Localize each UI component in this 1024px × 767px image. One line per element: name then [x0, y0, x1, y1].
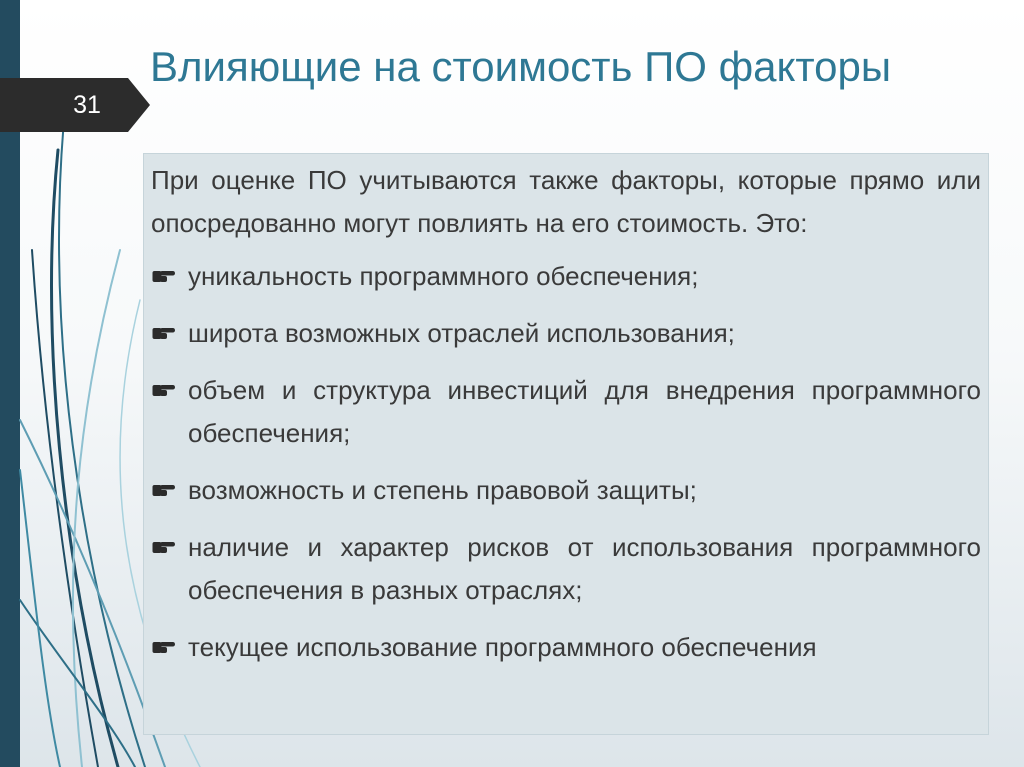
pointing-hand-icon	[151, 312, 177, 355]
slide-title: Влияющие на стоимость ПО факторы	[150, 43, 892, 90]
list-item-text: текущее использование программного обеспечения	[188, 632, 817, 662]
pointing-hand-icon	[151, 255, 177, 298]
list-item-text: широта возможных отраслей использования;	[188, 318, 735, 348]
factor-list	[151, 255, 981, 669]
list-item	[151, 626, 981, 669]
list-item	[151, 255, 981, 298]
list-item-text: возможность и степень правовой защиты;	[188, 475, 697, 505]
list-item	[151, 526, 981, 612]
list-item-text: уникальность программного обеспечения;	[188, 261, 699, 291]
pointing-hand-icon	[151, 369, 177, 412]
slide-number: 31	[73, 91, 101, 119]
list-item-text: наличие и характер рисков от использования программного обеспечения в разных отраслях;	[188, 532, 981, 605]
list-item	[151, 312, 981, 355]
intro-paragraph: При оценке ПО учитываются также факторы, которые прямо или опосредованно могут повлиять на его стоимость. Это:	[151, 165, 981, 238]
pointing-hand-icon	[151, 469, 177, 512]
list-item	[151, 469, 981, 512]
list-item-text: объем и структура инвестиций для внедрения программного обеспечения;	[188, 375, 981, 448]
list-item	[151, 369, 981, 455]
pointing-hand-icon	[151, 626, 177, 669]
slide-body	[151, 159, 981, 683]
pointing-hand-icon	[151, 526, 177, 569]
